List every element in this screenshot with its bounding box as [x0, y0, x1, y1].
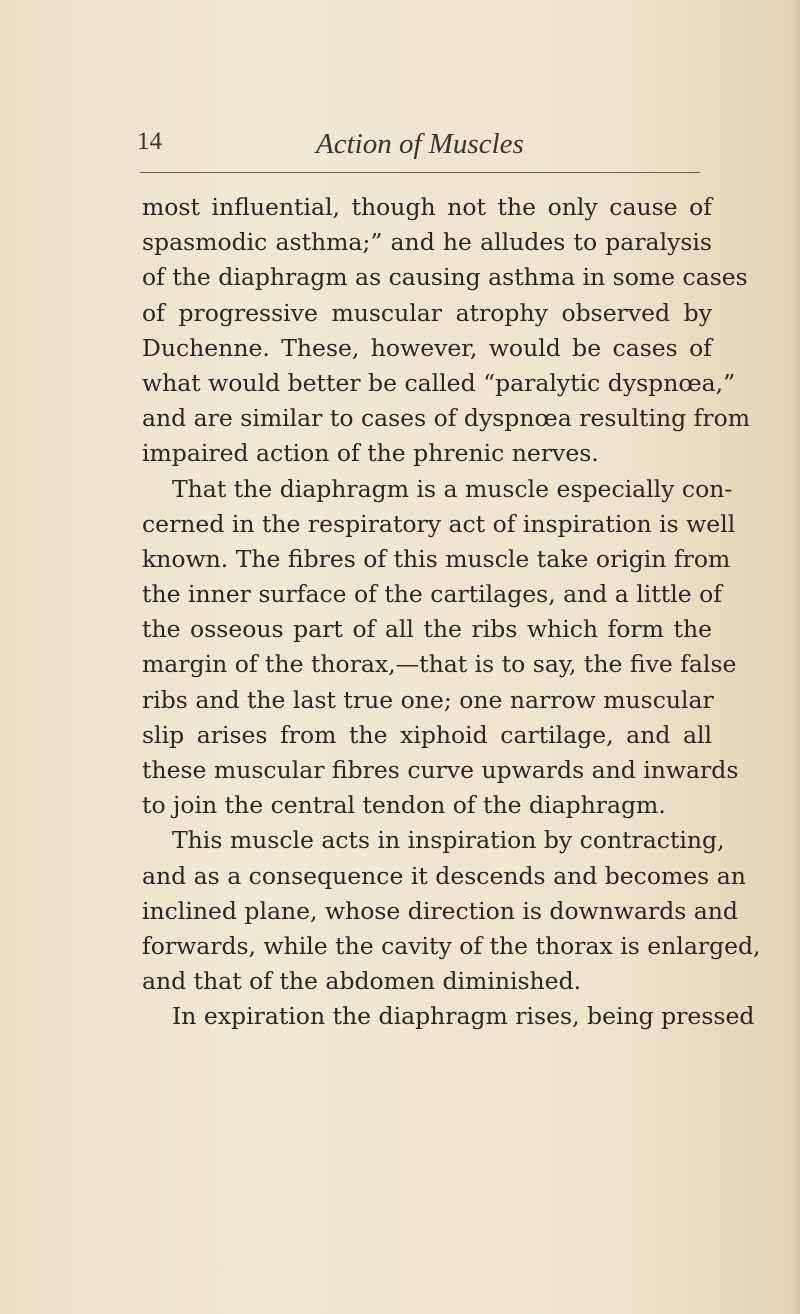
header-rule	[140, 172, 700, 173]
text-line: margin of the thorax,—that is to say, the five false	[142, 650, 737, 679]
text-line: inclined plane, whose direction is downwards and	[142, 896, 738, 925]
page-number: 14	[137, 128, 162, 155]
text-line: to join the central tendon of the diaphragm.	[142, 791, 666, 820]
text-line: spasmodic asthma;” and he alludes to paralysis	[142, 228, 712, 257]
text-line: and are similar to cases of dyspnœa resulting from	[142, 404, 751, 433]
page-edge-shadow	[790, 0, 800, 1314]
text-line: forwards, while the cavity of the thorax is enlarged,	[142, 931, 761, 960]
text-line: of the diaphragm as causing asthma in some cases	[142, 263, 748, 292]
text-line: and as a consequence it descends and becomes an	[142, 861, 746, 890]
text-line: these muscular fibres curve upwards and inwards	[142, 756, 739, 784]
text-line: Duchenne. These, however, would be cases of	[142, 333, 712, 362]
text-line: cerned in the respiratory act of inspiration is well	[142, 509, 736, 538]
body-text	[142, 190, 761, 1035]
text-line: the osseous part of all the ribs which form the	[142, 615, 712, 644]
text-line: and that of the abdomen diminished.	[142, 967, 582, 996]
text-line: what would better be called “paralytic dyspnœa,”	[142, 368, 736, 397]
text-line: known. The fibres of this muscle take origin from	[142, 544, 731, 573]
text-line: of progressive muscular atrophy observed by	[142, 298, 712, 327]
text-line: ribs and the last true one; one narrow muscular	[142, 685, 714, 714]
running-head: Action of Muscles	[316, 128, 524, 160]
page-header	[0, 128, 800, 178]
text-line: That the diaphragm is a muscle especially con-	[172, 474, 733, 503]
text-line: impaired action of the phrenic nerves.	[142, 439, 599, 468]
text-line: In expiration the diaphragm rises, being pressed	[172, 1002, 755, 1031]
text-line: slip arises from the xiphoid cartilage, and all	[142, 720, 712, 749]
text-line: This muscle acts in inspiration by contracting,	[172, 826, 725, 855]
text-line: the inner surface of the cartilages, and a little of	[142, 580, 722, 609]
text-line: most influential, though not the only cause of	[142, 193, 712, 221]
